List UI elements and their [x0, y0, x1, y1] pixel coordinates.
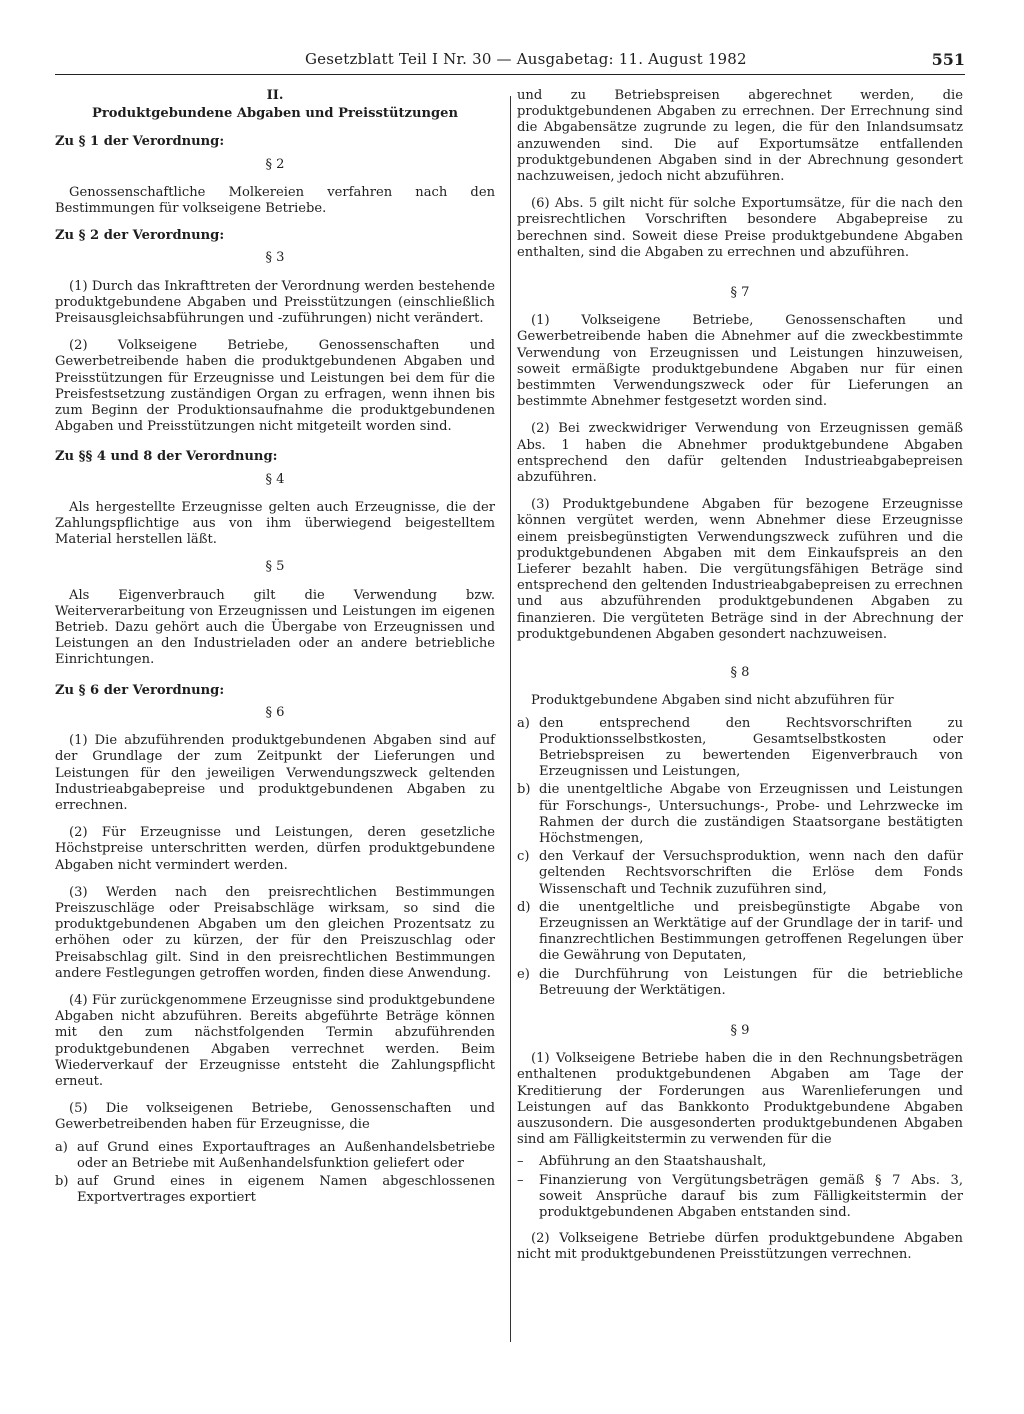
list-item [517, 1173, 963, 1222]
paragraph-text: (1) Durch das Inkrafttreten der Verordnung werden bestehende produktgebundene Abgaben und Preisstützungen (einschließlich Preisausgleichsabführungen und -zuführungen) nicht verändert. [55, 278, 495, 327]
left-column [55, 88, 495, 1216]
reference-heading: Zu § 6 der Verordnung: [55, 682, 225, 698]
paragraph-number: § 9 [730, 1022, 750, 1038]
list-item [55, 1174, 495, 1206]
list-item-text: auf Grund eines Exportauftrages an Außenhandelsbetriebe oder an Betriebe mit Außenhandelsfunktion geliefert oder [77, 1139, 495, 1171]
list-item-text: Finanzierung von Vergütungsbeträgen gemäß § 7 Abs. 3, soweit Ansprüche darauf bis zum Fälligkeitstermin der produktgebundenen Abgaben entstanden sind. [539, 1172, 963, 1220]
paragraph-number: § 4 [265, 471, 285, 487]
list-item-label: c) [517, 849, 530, 865]
paragraph-text: (1) Die abzuführenden produktgebundenen Abgaben sind auf der Grundlage der zum Zeitpunkt der Lieferungen und Leistungen für den jeweiligen Verwendungszweck geltenden Industrieabgabepreise und produktgebundenen Abgaben zu errechnen. [55, 733, 495, 813]
paragraph-text: Als Eigenverbrauch gilt die Verwendung bzw. Weiterverarbeitung von Erzeugnissen und Leistungen im eigenen Betrieb. Dazu gehört auch die Übergabe von Erzeugnissen und Leistungen an den Industrieladen oder an andere betriebliche Einrichtungen. [55, 587, 495, 668]
enumeration-list [55, 1140, 495, 1207]
dash-list [517, 1154, 963, 1221]
reference-heading: Zu § 1 der Verordnung: [55, 134, 225, 150]
paragraph-number: § 6 [265, 704, 285, 720]
paragraph-text: (4) Für zurückgenommene Erzeugnisse sind produktgebundene Abgaben nicht abzuführen. Bereits abgeführte Beträge können mit den zum nächstfolgenden Termin abzuführenden produktgebundenen Abgaben verrechnet werden. Beim Wiederverkauf der Erzeugnisse entsteht die Zahlungspflicht erneut. [55, 992, 495, 1089]
paragraph-number: § 5 [265, 559, 285, 575]
list-item-label: – [517, 1172, 524, 1188]
section-number: II. [266, 88, 284, 103]
paragraph-text: und zu Betriebspreisen abgerechnet werden, die produktgebundenen Abgaben zu errechnen. Der Errechnung sind die Abgabensätze zugrunde zu legen, die für den Inlandsumsatz anzuwenden sind. Die auf Exportumsätze entfallenden produktgebundenen Abgaben sind in der Abrechnung gesondert nachzuweisen, jedoch nicht abzuführen. [517, 88, 963, 185]
paragraph-text: Als hergestellte Erzeugnisse gelten auch Erzeugnisse, die der Zahlungspflichtige aus von ihm überwiegend beigestelltem Material herstellen läßt. [55, 499, 495, 548]
list-item [55, 1140, 495, 1172]
paragraph-text: (1) Volkseigene Betriebe haben die in den Rechnungsbeträgen enthaltenen produktgebundenen Abgaben am Tage der Kreditierung der Forderungen aus Warenlieferungen und Leistungen auf das Bankkonto Produktgebundene Abgaben auszusondern. Die ausgesonderten produktgebundenen Abgaben sind am Fälligkeitstermin zu verwenden für die [517, 1051, 963, 1148]
page-header [55, 50, 965, 76]
list-item-text: den Verkauf der Versuchsproduktion, wenn nach den dafür geltenden Rechtsvorschriften die Erlöse dem Fonds Wissenschaft und Technik zuzuführen sind, [539, 849, 963, 897]
list-item-label: – [517, 1154, 524, 1170]
list-item-label: e) [517, 966, 530, 982]
page-number: 551 [931, 50, 965, 69]
paragraph-number: § 3 [265, 250, 285, 266]
column-divider [510, 96, 511, 1342]
reference-heading: Zu §§ 4 und 8 der Verordnung: [55, 449, 278, 465]
section-title: Produktgebundene Abgaben und Preisstützungen [91, 106, 458, 122]
paragraph-text: (2) Volkseigene Betriebe, Genossenschaften und Gewerbetreibende haben die produktgebundenen Abgaben und Preisstützungen für Erzeugnisse und Leistungen bei dem für die Preisfestsetzung zuständigen Organ zu erfragen, wenn ihnen bis zum Beginn der Produktionsaufnahme die produktgebundenen Abgaben und Preisstützungen nicht mitgeteilt worden sind. [55, 338, 495, 435]
list-item-text: die Durchführung von Leistungen für die betriebliche Betreuung der Werktätigen. [539, 966, 963, 998]
paragraph-text: (2) Volkseigene Betriebe dürfen produktgebundene Abgaben nicht mit produktgebundenen Preisstützungen verrechnen. [517, 1231, 963, 1263]
list-item-text: die unentgeltliche und preisbegünstigte Abgabe von Erzeugnissen an Werktätige auf der Grundlage der in tarif- und finanzrechtlichen Bestimmungen getroffenen Regelungen über die Gewährung von Deputaten, [539, 899, 963, 964]
paragraph-text: (2) Für Erzeugnisse und Leistungen, deren gesetzliche Höchstpreise unterschritten werden, dürfen produktgebundene Abgaben nicht vermindert werden. [55, 825, 495, 873]
list-item-label: d) [517, 899, 531, 915]
list-item-text: den entsprechend den Rechtsvorschriften zu Produktionsselbstkosten, Gesamtselbstkosten oder Betriebspreisen zu bewertenden Eigenverbrauch von Erzeugnissen und Leistungen, [539, 715, 963, 780]
list-item-label: a) [55, 1139, 68, 1155]
paragraph-text: Produktgebundene Abgaben sind nicht abzuführen für [531, 693, 894, 709]
list-item [517, 1154, 963, 1170]
list-item-text: die unentgeltliche Abgabe von Erzeugnissen und Leistungen für Forschungs-, Untersuchungs-, Probe- und Lehrzwecke im Rahmen der durch die zuständigen Staatsorgane bestätigten Höchstmengen, [539, 782, 963, 846]
list-item [517, 716, 963, 781]
list-item [517, 967, 963, 999]
right-column [517, 88, 963, 1275]
paragraph-text: (5) Die volkseigenen Betriebe, Genossenschaften und Gewerbetreibenden haben für Erzeugnisse, die [55, 1101, 495, 1133]
list-item [517, 782, 963, 847]
list-item [517, 900, 963, 965]
paragraph-text: Genossenschaftliche Molkereien verfahren nach den Bestimmungen für volkseigene Betriebe. [55, 184, 495, 217]
list-item-label: a) [517, 715, 530, 731]
paragraph-text: (3) Werden nach den preisrechtlichen Bestimmungen Preiszuschläge oder Preisabschläge wirksam, so sind die produktgebundenen Abgaben um den gleichen Prozentsatz zu erhöhen oder zu kürzen, der für den Preiszuschlag oder Preisabschlag gilt. Sind in den preisrechtlichen Bestimmungen andere Festlegungen getroffen worden, finden diese Anwendung. [55, 884, 495, 981]
paragraph-number: § 7 [730, 285, 750, 301]
paragraph-text: (2) Bei zweckwidriger Verwendung von Erzeugnissen gemäß Abs. 1 haben die Abnehmer produktgebundene Abgaben entsprechend den dafür geltenden Industrieabgabepreisen abzuführen. [517, 421, 963, 486]
list-item-label: b) [55, 1173, 69, 1189]
reference-heading: Zu § 2 der Verordnung: [55, 228, 225, 244]
paragraph-number: § 2 [265, 156, 285, 172]
paragraph-text: (1) Volkseigene Betriebe, Genossenschaften und Gewerbetreibende haben die Abnehmer auf die zweckbestimmte Verwendung von Erzeugnissen und Leistungen hinzuweisen, soweit ermäßigte produktgebundene Abgaben nur für einen bestimmten Verwendungszweck oder für Lieferungen an bestimmte Abnehmer festgesetzt worden sind. [517, 313, 963, 410]
list-item-text: Abführung an den Staatshaushalt, [539, 1154, 767, 1170]
list-item-text: auf Grund eines in eigenem Namen abgeschlossenen Exportvertrages exportiert [77, 1173, 495, 1206]
list-item [517, 849, 963, 898]
paragraph-text: (6) Abs. 5 gilt nicht für solche Exportumsätze, für die nach den preisrechtlichen Vorschriften besondere Abgabepreise zu berechnen sind. Soweit diese Preise produktgebundene Abgaben enthalten, sind die Abgaben zu errechnen und abzuführen. [517, 196, 963, 260]
paragraph-number: § 8 [730, 665, 750, 681]
enumeration-list [517, 716, 963, 999]
list-item-label: b) [517, 782, 531, 798]
header-title: Gesetzblatt Teil I Nr. 30 — Ausgabetag: 11. August 1982 [305, 50, 747, 68]
paragraph-text: (3) Produktgebundene Abgaben für bezogene Erzeugnisse können vergütet werden, wenn Abnehmer diese Erzeugnisse einem preisbegünstigten Verwendungszweck zuführen und die produktgebundenen Abgaben mit dem Einkaufspreis an den Lieferer bezahlt haben. Die vergütungsfähigen Beträge sind entsprechend den geltenden Industrieabgabepreisen zu errechnen und aus abzuführenden produktgebundenen Abgaben zu finanzieren. Die vergüteten Beträge sind in der Abrechnung der produktgebundenen Abgaben gesondert nachzuweisen. [517, 497, 963, 642]
header-rule [55, 74, 965, 75]
